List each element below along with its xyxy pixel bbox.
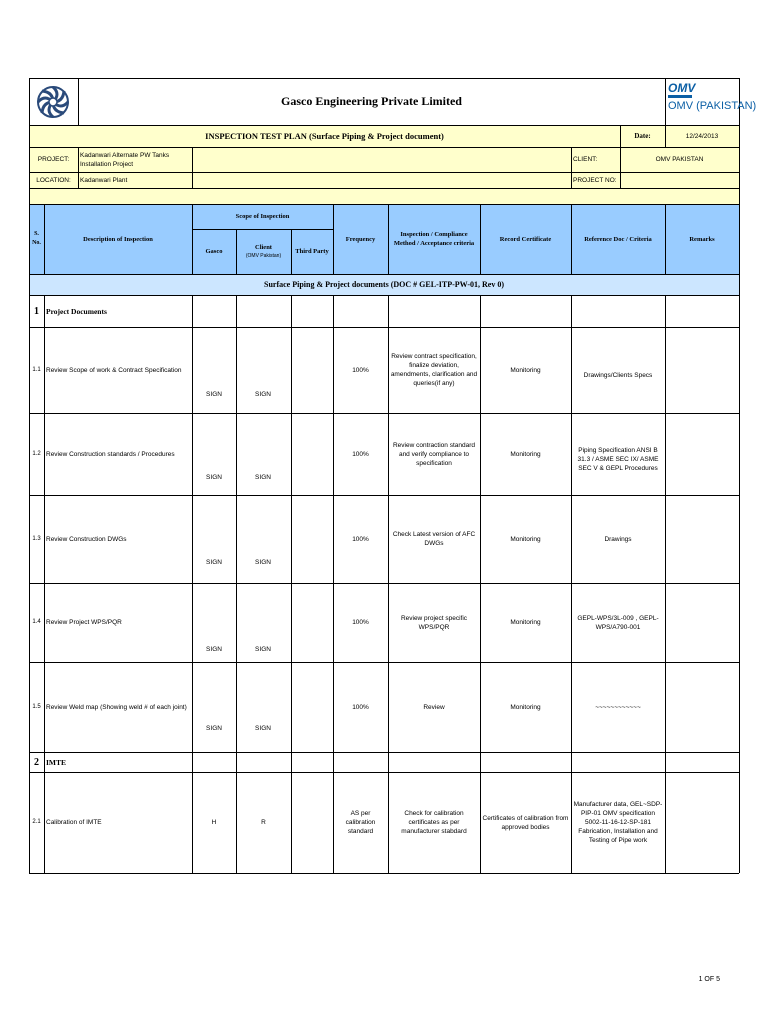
row-method: Review contraction standard and verify compliance to specification — [392, 441, 475, 467]
row-number: 2.1 — [32, 819, 41, 825]
col-third-party: Third Party — [295, 248, 329, 255]
col-gasco: Gasco — [205, 248, 223, 255]
date-label: Date: — [634, 131, 651, 140]
row-description: Review Construction standards / Procedures — [46, 450, 175, 458]
plan-title: INSPECTION TEST PLAN (Surface Piping & Project document) — [205, 130, 444, 141]
col-method: Inspection / Compliance Method / Acceptance criteria — [393, 231, 475, 247]
row-record: Monitoring — [510, 535, 541, 543]
row-description: Review Weld map (Showing weld # of each joint) — [46, 703, 187, 711]
row-client: SIGN — [255, 725, 271, 732]
row-number: 1.4 — [32, 619, 41, 625]
col-scope: Scope of Inspection — [235, 213, 290, 220]
row-reference: ~~~~~~~~~~~~ — [595, 703, 641, 711]
row-client: SIGN — [255, 391, 271, 398]
row-number: 1.5 — [32, 703, 41, 710]
row-client: R — [261, 819, 266, 826]
row-reference: Drawings — [604, 535, 632, 543]
row-remarks — [665, 413, 739, 495]
project-label: PROJECT: — [37, 156, 70, 163]
row-gasco: SIGN — [206, 725, 222, 732]
row-description: Review Scope of work & Contract Specification — [46, 366, 182, 374]
row-gasco: H — [211, 819, 217, 826]
page-number: 1 OF 5 — [698, 976, 720, 983]
row-method: Review project specific WPS/PQR — [400, 614, 468, 631]
row-record: Certificates of calibration from approved bodies — [482, 814, 569, 831]
row-record: Monitoring — [510, 703, 541, 711]
row-description: Review Construction DWGs — [46, 535, 127, 543]
row-record: Monitoring — [510, 366, 541, 374]
row-client: SIGN — [255, 646, 271, 653]
row-record: Monitoring — [510, 619, 541, 626]
row-gasco: SIGN — [206, 646, 222, 653]
col-remarks: Remarks — [689, 235, 715, 243]
row-remarks — [665, 583, 739, 662]
omv-logo — [668, 80, 757, 124]
row-number: 1.3 — [32, 535, 41, 542]
row-frequency: AS per calibration standard — [345, 810, 376, 835]
col-sno: S. No. — [32, 231, 41, 246]
client-value: OMV PAKISTAN — [655, 156, 704, 163]
col-client-sub: (OMV Pakistan) — [245, 253, 282, 259]
row-frequency: 100% — [352, 366, 369, 374]
row-gasco: SIGN — [206, 391, 222, 398]
row-description: Calibration of IMTE — [46, 819, 102, 826]
project-no-label: PROJECT NO: — [573, 176, 617, 184]
section-number: 1 — [34, 305, 39, 317]
row-gasco: SIGN — [206, 559, 222, 566]
row-client: SIGN — [255, 559, 271, 566]
row-frequency: 100% — [352, 703, 369, 711]
row-number: 1.2 — [32, 450, 41, 457]
section-number: 2 — [34, 756, 39, 768]
gasco-logo — [33, 82, 73, 122]
row-frequency: 100% — [352, 535, 369, 543]
company-name: Gasco Engineering Private Limited — [281, 94, 462, 108]
client-label: CLIENT: — [573, 156, 598, 163]
row-third-party — [291, 772, 333, 873]
row-remarks — [665, 495, 739, 583]
row-reference: Drawings/Clients Specs — [583, 371, 653, 379]
row-remarks — [665, 772, 739, 873]
row-gasco: SIGN — [206, 474, 222, 481]
row-reference: GEPL-WPS/3L-009 , GEPL-WPS/A790-001 — [577, 614, 659, 631]
row-third-party — [291, 327, 333, 413]
location-value: Kadanwari Plant — [80, 176, 128, 184]
row-method: Review — [423, 703, 445, 711]
row-frequency: 100% — [352, 619, 369, 626]
section-heading: IMTE — [46, 757, 67, 767]
row-reference: Piping Specification ANSI B 31.3 / ASME SEC IX/ ASME SEC V & GEPL Procedures — [577, 446, 659, 472]
row-number: 1.1 — [32, 366, 41, 373]
row-method: Check Latest version of AFC DWGs — [392, 531, 476, 547]
row-client: SIGN — [255, 474, 271, 481]
omv-logo-mark: OMV — [668, 81, 696, 95]
col-description: Description of Inspection — [83, 235, 153, 243]
row-third-party — [291, 413, 333, 495]
row-record: Monitoring — [510, 450, 541, 458]
row-remarks — [665, 327, 739, 413]
row-method: Check for calibration certificates as per manufacturer stabdard — [401, 810, 467, 835]
row-third-party — [291, 495, 333, 583]
date-value: 12/24/2013 — [685, 132, 719, 140]
col-frequency: Frequency — [345, 235, 376, 243]
location-label: LOCATION: — [36, 176, 71, 184]
project-value: Kadanwari Alternate PW Tanks Installation Project — [80, 151, 170, 168]
col-client-title: Client — [255, 244, 272, 251]
section-heading: Project Documents — [46, 306, 107, 316]
omv-logo-text: OMV (PAKISTAN) — [668, 100, 757, 112]
row-method: Review contract specification, finalize deviation, amendments, clarification and queries(if any) — [390, 353, 478, 387]
section-title: Surface Piping & Project documents (DOC # GEL-ITP-PW-01, Rev 0) — [264, 280, 504, 289]
col-record: Record Certificate — [499, 235, 552, 243]
row-reference: Manufacturer data, GEL~SDP-PIP-01 OMV specification 5002-11-16-12-SP-181 Fabrication, Installation and Testing of Pipe work — [573, 801, 663, 844]
row-frequency: 100% — [352, 450, 369, 458]
row-third-party — [291, 662, 333, 752]
col-reference: Reference Doc / Criteria — [584, 235, 652, 243]
col-client — [236, 229, 291, 274]
row-third-party — [291, 583, 333, 662]
row-remarks — [665, 662, 739, 752]
row-description: Review Project WPS/PQR — [46, 619, 122, 626]
